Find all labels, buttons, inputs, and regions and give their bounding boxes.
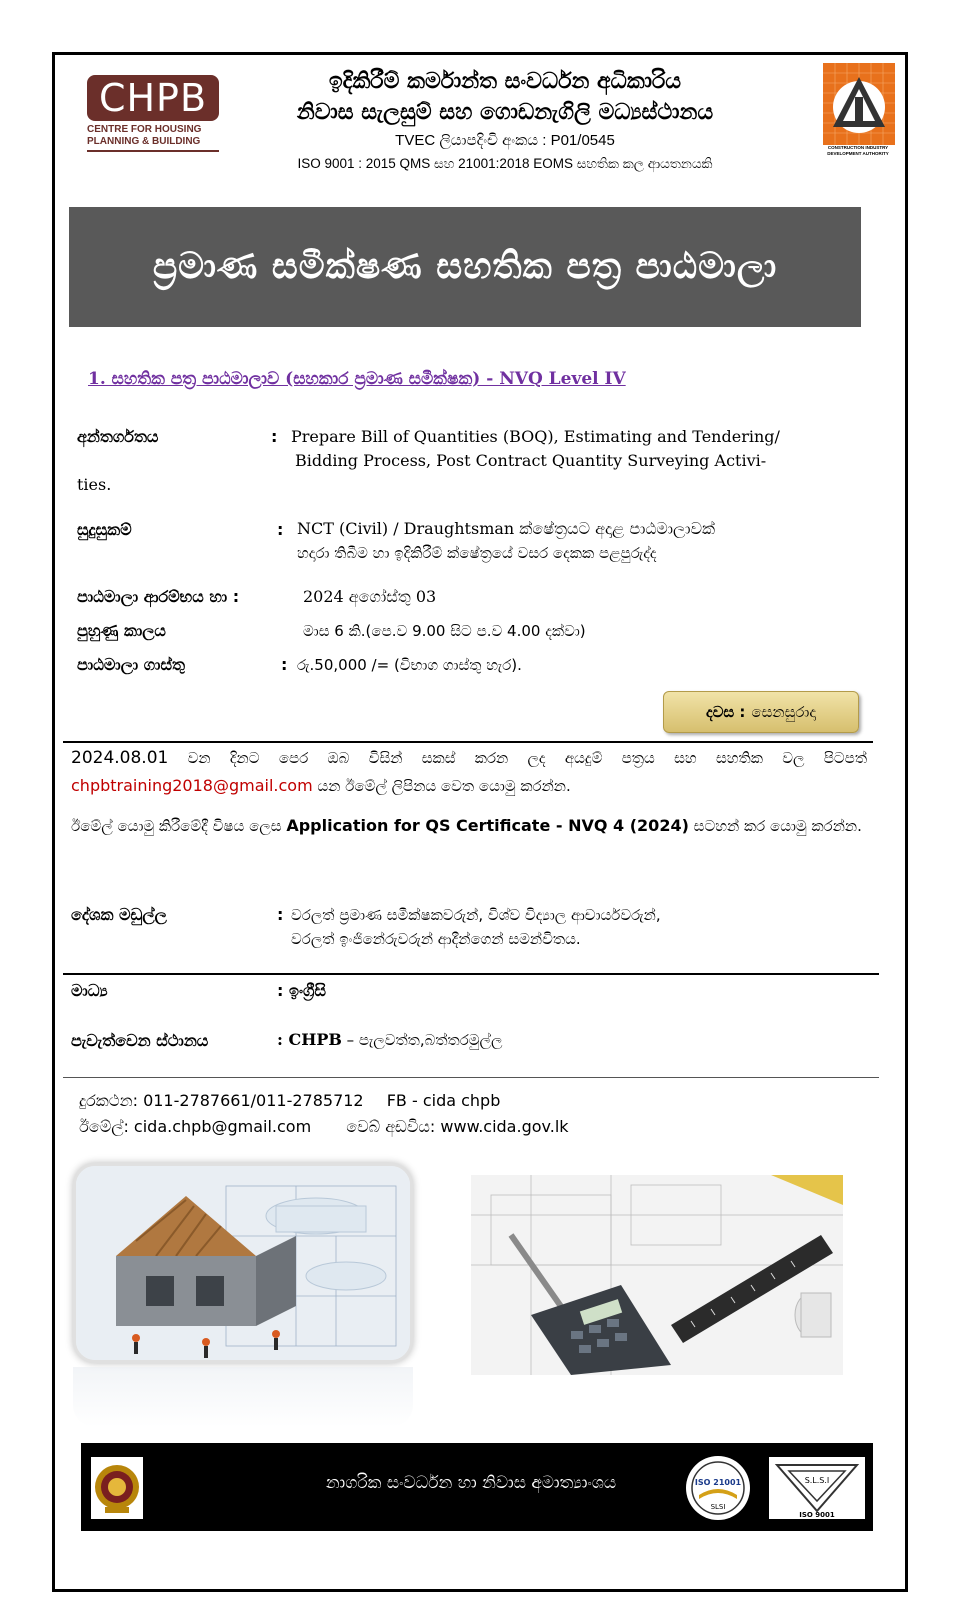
contact-email-row xyxy=(79,1117,569,1137)
sri-lanka-emblem-icon xyxy=(91,1457,143,1519)
contact-phone-row xyxy=(79,1091,500,1111)
house-construction-icon xyxy=(76,1166,413,1363)
tvec-registration: TVEC ලියාපදිංචි අංකය : P01/0545 xyxy=(395,132,615,149)
venue-value-rest: – පැලවත්ත,බත්තරමුල්ල xyxy=(341,1031,503,1049)
website-link[interactable]: www.cida.gov.lk xyxy=(435,1117,569,1136)
iso-9001-seal-icon xyxy=(769,1457,865,1519)
phone-value: 011-2787661/011-2785712 xyxy=(137,1091,364,1110)
chpb-logo-mark: CHPB xyxy=(87,75,219,121)
day-badge-label: දවස : xyxy=(705,703,746,721)
house-construction-image xyxy=(73,1163,413,1363)
title-banner xyxy=(69,207,861,327)
phone-label: දුරකථන: xyxy=(79,1091,138,1110)
footer-bar xyxy=(81,1443,873,1531)
contact-email-link[interactable]: cida.chpb@gmail.com xyxy=(128,1117,312,1136)
email-label: ඊමේල්: xyxy=(79,1117,129,1136)
banner-title: ප්‍රමාණ සමීක්ෂණ සහතික පත්‍ර පාඨමාලා xyxy=(152,246,778,287)
org-name-line2: නිවාස සැලසුම් සහ ගොඩනැගිලි මධ්‍යස්ථානය xyxy=(296,100,714,125)
subject-text-bold: Application for QS Certificate - NVQ 4 (2024) xyxy=(286,816,689,835)
application-email-link[interactable]: chpbtraining2018@gmail.com xyxy=(71,776,313,795)
start-label: පාඨමාලා ආරම්භය හා : xyxy=(77,587,240,606)
ministry-name: නාගරික සංවර්ධන හා නිවාස අමාත්‍යාංශය xyxy=(325,1473,617,1493)
divider-3 xyxy=(63,1077,879,1078)
header-text xyxy=(215,67,795,175)
subject-text2: සටහන් කර යොමු කරන්න. xyxy=(688,817,862,835)
duration-value: මාස 6 කි.(පෙ.ව 9.00 සිට ප.ව 4.00 දක්වා) xyxy=(303,622,586,640)
application-paragraph xyxy=(71,745,867,800)
start-value: 2024 අගෝස්තු 03 xyxy=(303,587,437,606)
subject-text1: ඊමේල් යොමු කිරීමේදී විෂය ලෙස xyxy=(71,817,287,835)
seal1-text: ISO 21001 xyxy=(694,1478,742,1487)
qualifications-line2: හදාරා තිබීම හා ඉදිකිරීම් ක්ෂේත්‍රයේ වසර දෙකක පළපුරුද්ද xyxy=(297,544,657,562)
content-label: අන්තර්ගතය xyxy=(77,427,159,446)
qualifications-label: සුදුසුකම් xyxy=(77,520,132,539)
day-badge xyxy=(663,691,859,733)
calculator-ruler-icon xyxy=(471,1175,843,1375)
duration-label: පුහුණු කාලය xyxy=(77,621,166,640)
cida-logo-icon xyxy=(823,63,895,151)
lecturers-colon: : xyxy=(277,905,284,924)
chpb-logo-rule xyxy=(87,150,219,152)
document-frame xyxy=(52,52,908,1592)
application-text2: යන ඊමේල් ලිපිනය වෙත යොමු කරන්න. xyxy=(312,777,571,795)
qualifications-line1: NCT (Civil) / Draughtsman ක්ෂේත්‍රයට අදාළ පාඨමාලාවක් xyxy=(297,519,716,538)
web-label: වෙබ් අඩවිය: xyxy=(346,1117,436,1136)
content-line2: Bidding Process, Post Contract Quantity Surveying Activi- xyxy=(295,451,767,470)
divider-2 xyxy=(63,973,879,975)
venue-value xyxy=(277,1030,502,1049)
venue-value-bold: : CHPB xyxy=(277,1030,342,1049)
chpb-logo-sub2: PLANNING & BUILDING xyxy=(87,136,201,147)
fee-value: රු.50,000 /= (විභාග ගාස්තු හැර). xyxy=(297,656,522,674)
seal1-sub: SLSI xyxy=(710,1503,726,1511)
medium-label: මාධ්‍ය xyxy=(71,981,108,1000)
divider-1 xyxy=(63,741,873,743)
qualifications-colon: : xyxy=(277,520,284,539)
lecturers-label: දේශක මඩුල්ල xyxy=(71,905,167,924)
iso-certification: ISO 9001 : 2015 QMS සහ 21001:2018 EOMS සහතික කල ආයතනයකි xyxy=(297,156,713,171)
medium-value: : ඉංග්‍රීසි xyxy=(277,981,326,1000)
course-title: 1. සහතික පත්‍ර පාඨමාලාව (සහකාර ප්‍රමාණ සමීක්ෂක) - NVQ Level IV xyxy=(88,369,626,389)
chpb-logo xyxy=(87,75,219,152)
content-line1: Prepare Bill of Quantities (BOQ), Estimating and Tendering/ xyxy=(291,427,780,446)
org-name-line1: ඉදිකිරීම් කර්මාන්ත සංවර්ධන අධිකාරිය xyxy=(328,69,682,94)
lecturers-line2: වරලත් ඉංජිනේරුවරුන් ආදීන්ගෙන් සමන්විතය. xyxy=(291,930,581,948)
fee-colon: : xyxy=(281,655,288,674)
application-text1: වන දිනට පෙර ඔබ විසින් සකස් කරන ලද අයදුම් පත්‍රය සහ සහතික වල පිටපත් xyxy=(168,749,867,767)
calculator-blueprint-image xyxy=(471,1175,843,1375)
fee-label: පාඨමාලා ගාස්තු xyxy=(77,655,185,674)
deadline-date: 2024.08.01 xyxy=(71,748,169,768)
seal2-text: S.L.S.I xyxy=(804,1476,830,1485)
lecturers-line1: වරලත් ප්‍රමාණ සමීක්ෂකවරුන්, විශ්ව විද්‍යාල ආචාර්යවරුන්, xyxy=(291,906,661,924)
content-line3: ties. xyxy=(77,475,112,494)
venue-label: පැවැත්වෙන ස්ථානය xyxy=(71,1031,209,1050)
iso-21001-seal-icon xyxy=(685,1455,751,1521)
house-image-reflection xyxy=(73,1367,413,1427)
day-badge-value: සෙනසුරාදා xyxy=(751,703,817,721)
chpb-logo-sub1: CENTRE FOR HOUSING xyxy=(87,124,202,135)
subject-paragraph xyxy=(71,812,867,840)
seal2-sub: ISO 9001 xyxy=(799,1511,835,1519)
content-colon: : xyxy=(271,427,278,446)
facebook-value: FB - cida chpb xyxy=(386,1091,501,1110)
cida-caption: CONSTRUCTION INDUSTRY DEVELOPMENT AUTHORITY xyxy=(827,145,889,156)
